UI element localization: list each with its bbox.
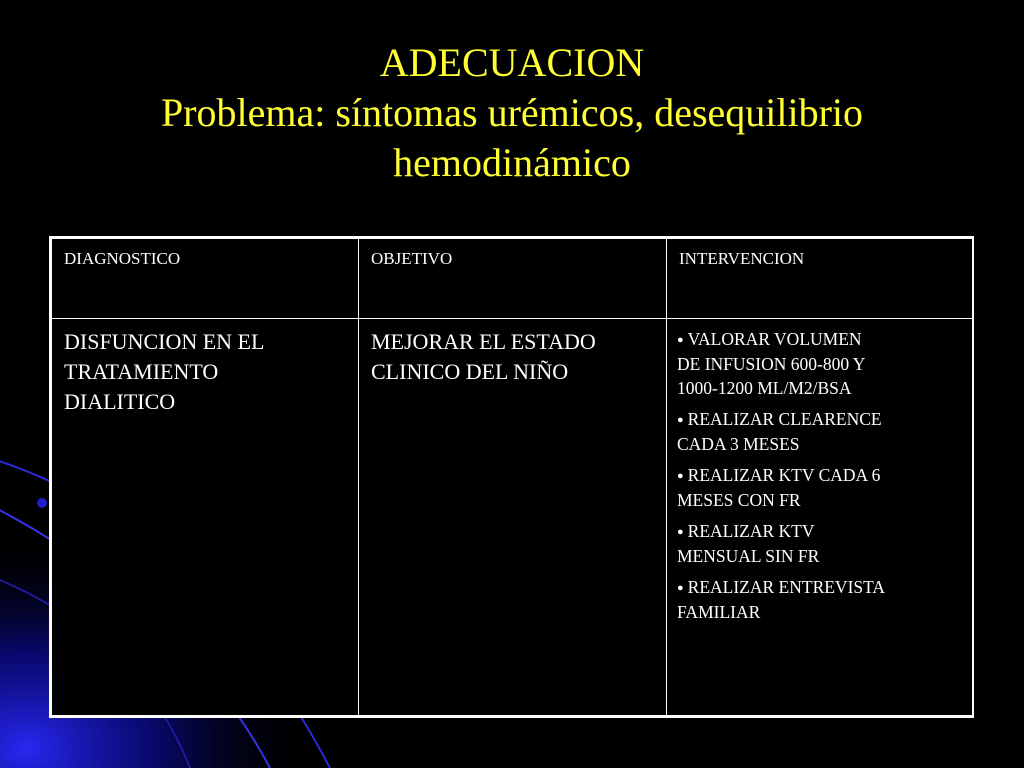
item-line: REALIZAR KTV xyxy=(687,521,815,541)
bullet-dot-icon: ● xyxy=(677,582,684,594)
item-line: DE INFUSION 600-800 Y xyxy=(677,354,866,374)
header-objetivo: OBJETIVO xyxy=(359,239,667,319)
list-item xyxy=(677,575,962,624)
item-line: REALIZAR CLEARENCE xyxy=(687,409,882,429)
title-line-1: ADECUACION xyxy=(379,40,645,85)
table-header-row xyxy=(52,239,973,319)
title-line-3: hemodinámico xyxy=(393,140,631,185)
bullet-dot-icon: ● xyxy=(677,526,684,538)
care-plan-table xyxy=(49,236,974,718)
item-line: FAMILIAR xyxy=(677,602,761,622)
item-line: REALIZAR ENTREVISTA xyxy=(687,577,886,597)
item-line: VALORAR VOLUMEN xyxy=(687,329,862,349)
diagnostico-line: DIALITICO xyxy=(64,389,176,414)
bullet-dot-icon: ● xyxy=(677,334,684,346)
list-item xyxy=(677,327,962,400)
item-line: MESES CON FR xyxy=(677,490,801,510)
item-line: 1000-1200 ML/M2/BSA xyxy=(677,378,852,398)
cell-diagnostico xyxy=(52,319,359,716)
table-row xyxy=(52,319,973,716)
header-diagnostico: DIAGNOSTICO xyxy=(52,239,359,319)
list-item xyxy=(677,519,962,568)
diagnostico-line: TRATAMIENTO xyxy=(64,359,219,384)
intervencion-list xyxy=(677,327,962,624)
header-intervencion: INTERVENCION xyxy=(667,239,973,319)
objetivo-line: CLINICO DEL NIÑO xyxy=(371,359,569,384)
list-item xyxy=(677,407,962,456)
item-line: REALIZAR KTV CADA 6 xyxy=(687,465,881,485)
diagnostico-line: DISFUNCION EN EL xyxy=(64,329,265,354)
care-plan-grid xyxy=(51,238,973,716)
cell-intervencion xyxy=(667,319,973,716)
item-line: MENSUAL SIN FR xyxy=(677,546,820,566)
objetivo-line: MEJORAR EL ESTADO xyxy=(371,329,596,354)
bullet-dot-icon: ● xyxy=(677,414,684,426)
item-line: CADA 3 MESES xyxy=(677,434,800,454)
title-line-2: Problema: síntomas urémicos, desequilibrio xyxy=(160,90,864,135)
cell-objetivo xyxy=(359,319,667,716)
decor-dot-3 xyxy=(37,498,47,508)
list-item xyxy=(677,463,962,512)
bullet-dot-icon: ● xyxy=(677,470,684,482)
slide-title xyxy=(0,38,1024,188)
